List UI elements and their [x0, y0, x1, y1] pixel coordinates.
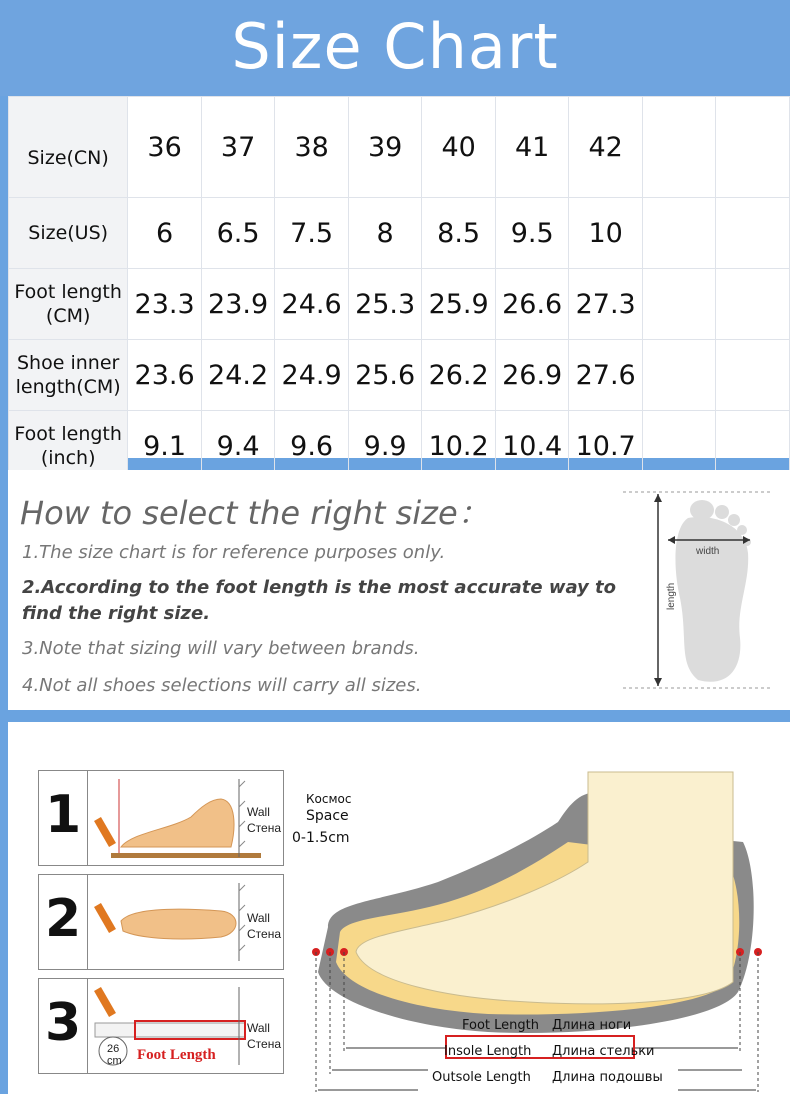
wall-hatch: [239, 821, 245, 827]
space-label-ru: Космос: [306, 792, 352, 806]
wall-label-ru: Стена: [247, 821, 282, 835]
insole-length-ru: Длина стельки: [552, 1044, 655, 1059]
table-row: [9, 269, 790, 340]
table-cell: 26.2: [422, 340, 496, 411]
table-cell: 9.4: [201, 411, 275, 482]
ruler-unit: cm: [107, 1055, 122, 1067]
guide-line-3: 3.Note that sizing will vary between brands.: [22, 638, 420, 659]
table-cell: 24.2: [201, 340, 275, 411]
table-cell: 25.9: [422, 269, 496, 340]
table-cell: 38: [275, 97, 349, 198]
table-cell: [716, 97, 790, 198]
shoe-cross-section: [288, 752, 768, 1092]
table-cell: 26.9: [495, 340, 569, 411]
step-divider: [87, 979, 88, 1073]
table-cell: 8.5: [422, 198, 496, 269]
step-1: [38, 770, 284, 866]
step-2: [38, 874, 284, 970]
table-cell: [642, 269, 716, 340]
guide-line-1: 1.The size chart is for reference purposes only.: [22, 542, 446, 563]
length-label: length: [666, 582, 677, 610]
table-cell: 27.6: [569, 340, 643, 411]
row-label: Foot length (CM): [9, 269, 128, 340]
table-cell: [642, 198, 716, 269]
length-arrow-top: [654, 494, 662, 502]
wall-label: Wall: [247, 911, 270, 925]
length-arrow-bottom: [654, 678, 662, 686]
size-table-container: [8, 96, 790, 469]
size-guide-panel: [8, 470, 790, 710]
guide-line-2: 2.According to the foot length is the most accurate way to find the right size.: [22, 577, 617, 624]
step-3: [38, 978, 284, 1074]
guide-title: How to select the right size：: [20, 494, 490, 532]
table-row: [9, 198, 790, 269]
wall-hatch: [239, 841, 245, 847]
header-bar: [0, 0, 790, 96]
foot-side-icon: [121, 799, 234, 847]
space-range: 0-1.5cm: [292, 830, 350, 846]
table-cell: 25.3: [348, 269, 422, 340]
insole-length-en: Insole Length: [444, 1044, 532, 1059]
table-cell: 6.5: [201, 198, 275, 269]
table-cell: 23.6: [128, 340, 202, 411]
wall-hatch: [239, 885, 245, 891]
step-divider: [87, 875, 88, 969]
table-cell: [716, 340, 790, 411]
page-title: Size Chart: [231, 10, 559, 83]
wall-label-ru: Стена: [247, 1037, 282, 1051]
foot-top-icon: [121, 909, 236, 939]
width-arrow-left: [668, 536, 675, 544]
table-cell: 10: [569, 198, 643, 269]
step-divider: [87, 771, 88, 865]
step-number: 3: [45, 993, 82, 1053]
table-cell: 23.9: [201, 269, 275, 340]
step-number: 1: [45, 785, 82, 845]
width-label: width: [696, 546, 720, 557]
table-cell: 26.6: [495, 269, 569, 340]
foot-length-caption: Foot Length: [137, 1047, 216, 1063]
pencil-icon: [94, 987, 116, 1017]
ruler-icon: [95, 1023, 245, 1037]
pencil-icon: [94, 817, 116, 847]
table-cell: 7.5: [275, 198, 349, 269]
wall-label-ru: Стена: [247, 927, 282, 941]
table-cell: 9.5: [495, 198, 569, 269]
ruler-value: 26: [107, 1043, 120, 1055]
row-label: Foot length (inch): [9, 411, 128, 482]
row-label: Shoe inner length(CM): [9, 340, 128, 411]
toe-2: [715, 505, 729, 519]
toe-4: [737, 525, 747, 535]
step-number: 2: [45, 889, 82, 949]
wall-hatch: [239, 801, 245, 807]
row-label: Size(US): [9, 198, 128, 269]
table-cell: 41: [495, 97, 569, 198]
outsole-length-en: Outsole Length: [432, 1070, 531, 1085]
table-row: [9, 340, 790, 411]
measure-panel: [8, 722, 790, 1094]
step-1-illustration: [91, 777, 281, 861]
table-cell: [642, 340, 716, 411]
toe-1: [690, 500, 714, 520]
table-cell: 10.7: [569, 411, 643, 482]
table-cell: 10.4: [495, 411, 569, 482]
table-cell: 25.6: [348, 340, 422, 411]
table-cell: 6: [128, 198, 202, 269]
table-cell: 24.6: [275, 269, 349, 340]
foot-length-en: Foot Length: [462, 1018, 539, 1033]
row-label: Size(CN): [9, 97, 128, 198]
table-cell: [716, 269, 790, 340]
wall-hatch: [239, 781, 245, 787]
table-cell: 9.1: [128, 411, 202, 482]
table-cell: 40: [422, 97, 496, 198]
wall-label: Wall: [247, 805, 270, 819]
table-cell: 36: [128, 97, 202, 198]
footprint-icon: [675, 517, 748, 682]
wall-hatch: [239, 905, 245, 911]
guide-line-4: 4.Not all shoes selections will carry all sizes.: [22, 675, 422, 696]
toe-3: [728, 514, 740, 526]
table-cell: 39: [348, 97, 422, 198]
foot-measure-diagram: [618, 488, 778, 693]
space-label: Space: [306, 808, 349, 824]
table-cell: 23.3: [128, 269, 202, 340]
table-cell: 8: [348, 198, 422, 269]
size-table: [8, 96, 790, 482]
table-cell: 42: [569, 97, 643, 198]
wall-label: Wall: [247, 1021, 270, 1035]
table-cell: 37: [201, 97, 275, 198]
table-cell: [642, 97, 716, 198]
table-cell: 10.2: [422, 411, 496, 482]
foot-length-ru: Длина ноги: [552, 1018, 632, 1033]
wall-hatch: [239, 925, 245, 931]
foot-shape: [356, 772, 733, 1004]
table-row: [9, 97, 790, 198]
table-cell: 9.6: [275, 411, 349, 482]
outsole-length-ru: Длина подошвы: [552, 1070, 663, 1085]
pencil-icon: [94, 903, 116, 933]
table-cell: 27.3: [569, 269, 643, 340]
table-cell: 24.9: [275, 340, 349, 411]
table-cell: [716, 198, 790, 269]
wall-hatch: [239, 945, 245, 951]
table-cell: 9.9: [348, 411, 422, 482]
